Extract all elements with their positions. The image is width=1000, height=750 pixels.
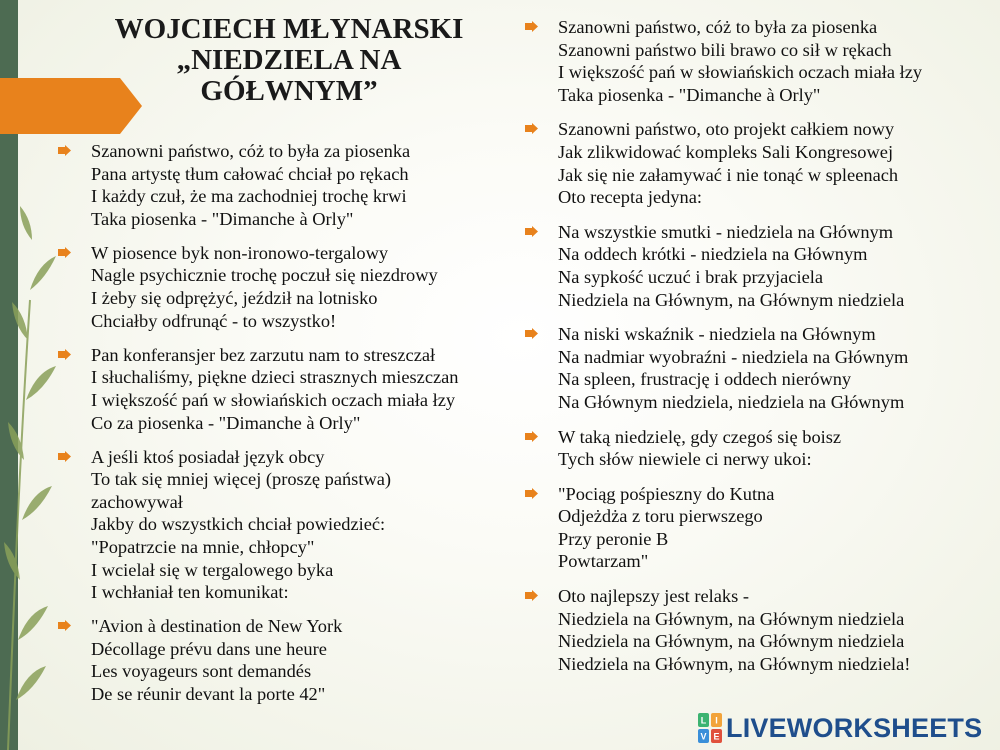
arrow-bullet-icon xyxy=(525,226,538,237)
arrow-bullet-icon xyxy=(525,590,538,601)
title-line-1: WOJCIECH MŁYNARSKI xyxy=(114,13,464,45)
stanza-line: "Avion à destination de New York xyxy=(91,616,343,637)
left-column xyxy=(58,140,518,717)
stanza-line: Szanowni państwo, oto projekt całkiem nowy xyxy=(558,119,895,140)
title-line-2: „NIEDZIELA NA xyxy=(176,44,402,76)
stanza-line: Szanowni państwo bili brawo co sił w rękach xyxy=(558,39,892,60)
brand-name: LIVEWORKSHEETS xyxy=(726,712,983,743)
stanza-line: Les voyageurs sont demandés xyxy=(91,661,312,682)
arrow-bullet-icon xyxy=(525,488,538,499)
arrow-bullet-icon xyxy=(58,145,71,156)
liveworksheets-logo-icon xyxy=(698,713,722,743)
arrow-bullet-icon xyxy=(58,451,71,462)
arrow-bullet-icon xyxy=(525,21,538,32)
stanza xyxy=(58,242,518,332)
stanza xyxy=(58,615,518,705)
page-title xyxy=(60,14,518,107)
stanza-line: A jeśli ktoś posiadał język obcy xyxy=(91,446,325,467)
stanza-line: Na spleen, frustrację i oddech nierówny xyxy=(558,369,852,390)
stanza-line: I wchłaniał ten komunikat: xyxy=(91,582,289,603)
arrow-bullet-icon xyxy=(58,349,71,360)
stanza-line: I słuchaliśmy, piękne dzieci strasznych mieszczan xyxy=(91,367,459,388)
stanza-line: Taka piosenka - "Dimanche à Orly" xyxy=(91,208,354,229)
stanza-line: Przy peronie B xyxy=(558,528,669,549)
stanza-line: Taka piosenka - "Dimanche à Orly" xyxy=(558,84,821,105)
stanza xyxy=(525,426,975,471)
stanza xyxy=(58,140,518,230)
arrow-bullet-icon xyxy=(58,247,71,258)
stanza-line: W piosence byk non-ironowo-tergalowy xyxy=(91,242,389,263)
stanza-line: Co za piosenka - "Dimanche à Orly" xyxy=(91,412,361,433)
stanza xyxy=(58,446,518,604)
stanza-line: Niedziela na Głównym, na Głównym niedziela xyxy=(558,608,905,629)
stanza-line: Nagle psychicznie trochę poczuł się niezdrowy xyxy=(91,265,438,286)
stanza-line: Szanowni państwo, cóż to była za piosenka xyxy=(558,17,878,37)
logo-letter: V xyxy=(700,731,707,742)
arrow-bullet-icon xyxy=(58,620,71,631)
stanza xyxy=(525,118,975,208)
stanza-line: Na oddech krótki - niedziela na Głównym xyxy=(558,244,868,265)
stanza-line: I większość pań w słowiańskich oczach miała łzy xyxy=(558,62,923,83)
stanza-line: To tak się mniej więcej (proszę państwa) zachowywał xyxy=(91,469,392,512)
stanza-line: Szanowni państwo, cóż to była za piosenka xyxy=(91,141,411,161)
stanza xyxy=(525,585,975,675)
stanza xyxy=(58,344,518,434)
stanza xyxy=(525,16,975,106)
stanza-line: Odjeżdża z toru pierwszego xyxy=(558,506,763,527)
stanza-line: Pana artystę tłum całować chciał po rękach xyxy=(91,163,409,184)
arrow-bullet-icon xyxy=(525,431,538,442)
stanza-line: I większość pań w słowiańskich oczach miała łzy xyxy=(91,389,456,410)
stanza-line: Décollage prévu dans une heure xyxy=(91,638,327,659)
stanza-line: Tych słów niewiele ci nerwy ukoi: xyxy=(558,449,812,470)
stanza-line: Na Głównym niedziela, niedziela na Głównym xyxy=(558,391,905,412)
stanza-line: Oto najlepszy jest relaks - xyxy=(558,586,750,607)
stanza-line: Niedziela na Głównym, na Głównym niedziela xyxy=(558,289,905,310)
stanza-line: Oto recepta jedyna: xyxy=(558,187,702,208)
stanza-line: I żeby się odprężyć, jeździł na lotnisko xyxy=(91,288,378,309)
stanza-line: Powtarzam" xyxy=(558,551,649,572)
stanza-line: I wcielał się w tergalowego byka xyxy=(91,559,334,580)
stanza-line: Na wszystkie smutki - niedziela na Głównym xyxy=(558,221,894,242)
title-line-3: GÓŁWNYM” xyxy=(200,75,378,107)
stanza-line: Na sypkość uczuć i brak przyjaciela xyxy=(558,266,824,287)
stanza-line: "Popatrzcie na mnie, chłopcy" xyxy=(91,537,315,557)
stanza-line: Jakby do wszystkich chciał powiedzieć: xyxy=(91,514,386,535)
stanza-line: Pan konferansjer bez zarzutu nam to streszczał xyxy=(91,344,436,365)
logo-letter: E xyxy=(713,731,720,742)
stanza-line: I każdy czuł, że ma zachodniej trochę krwi xyxy=(91,186,407,207)
right-column xyxy=(525,16,975,687)
stanza-line: Niedziela na Głównym, na Głównym niedziela! xyxy=(558,653,911,674)
logo-letter: I xyxy=(715,715,718,726)
stanza-line: Na niski wskaźnik - niedziela na Głównym xyxy=(558,324,876,345)
stanza xyxy=(525,323,975,413)
stanza-line: Niedziela na Głównym, na Głównym niedziela xyxy=(558,631,905,652)
arrow-bullet-icon xyxy=(525,123,538,134)
stanza-line: "Pociąg pośpieszny do Kutna xyxy=(558,483,775,504)
liveworksheets-brand[interactable] xyxy=(698,712,982,744)
stanza-line: Jak zlikwidować kompleks Sali Kongresowej xyxy=(558,141,894,162)
logo-letter: L xyxy=(700,715,707,726)
stanza xyxy=(525,221,975,311)
stanza-line: W taką niedzielę, gdy czegoś się boisz xyxy=(558,426,842,447)
stanza-line: Chciałby odfrunąć - to wszystko! xyxy=(91,310,337,331)
stanza-line: De se réunir devant la porte 42" xyxy=(91,684,326,705)
stanza-line: Jak się nie załamywać i nie tonąć w spleenach xyxy=(558,164,899,185)
arrow-bullet-icon xyxy=(525,328,538,339)
stanza xyxy=(525,483,975,573)
stanza-line: Na nadmiar wyobraźni - niedziela na Głównym xyxy=(558,346,909,367)
